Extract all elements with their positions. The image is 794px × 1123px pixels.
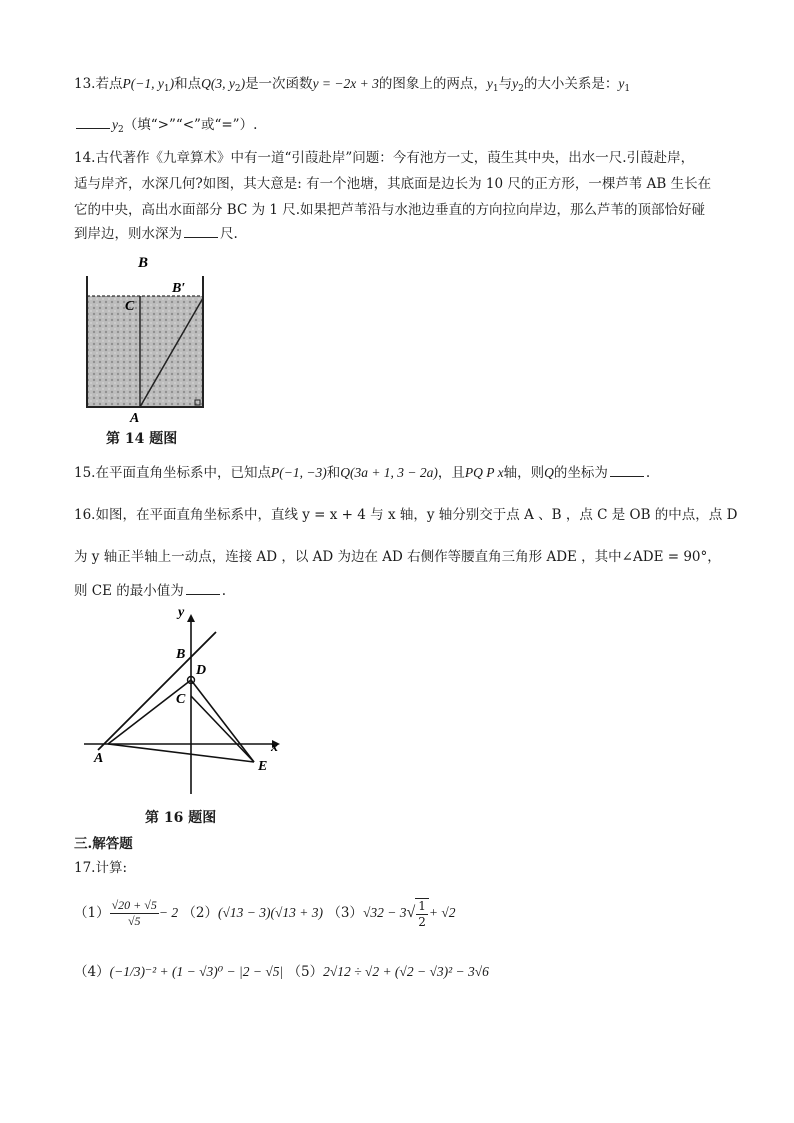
answer-blank[interactable]: [610, 462, 644, 477]
q15-line: [74, 462, 650, 483]
q15-text: ，且: [437, 465, 465, 481]
calc-part-3-fraction: [415, 898, 429, 930]
linear-function: y = −2x + 3: [312, 76, 379, 91]
fraction-numerator: √20 + √5: [111, 898, 157, 912]
q14-text: 尺.: [220, 226, 238, 242]
q15-text: 的坐标为: [553, 465, 608, 481]
answer-blank[interactable]: [186, 580, 220, 595]
fraction-denominator: √5: [127, 914, 141, 928]
calc-row-2: [74, 962, 489, 982]
segment-de: [191, 680, 254, 762]
var-y1: y: [618, 76, 625, 91]
calc-row-1: （1） $\frac{√20 + √5}{√5}$ − 2 （2）(√13 − 3)(√13 + 3) （3）√32 − 3√ $\frac{1}{2}$ + √2: [74, 898, 456, 929]
calc-part-4-expression: (−1/3)⁻² + (1 − √3)⁰ − |2 − √5|: [109, 964, 284, 979]
paren-close: ): [240, 76, 246, 91]
subscript-1: 1: [492, 84, 499, 94]
paren-close: ): [169, 76, 175, 91]
calc-part-5-expression: 2√12 ÷ √2 + (√2 − √3)² − 3√6: [323, 964, 489, 979]
q14-line1: 14.古代著作《九章算术》中有一道“引葭赴岸”问题：今有池方一丈，葭生其中央，出水一尺.引葭赴岸，: [74, 150, 695, 166]
figure-14-caption: 第 14 题图: [106, 431, 178, 447]
answer-blank[interactable]: [76, 114, 110, 129]
y-axis-arrow-icon: [187, 614, 195, 622]
var-y2: y: [512, 76, 519, 91]
q14-line4: [74, 223, 238, 244]
q13-text: 与: [498, 76, 513, 92]
q13-number: 13.: [74, 76, 96, 92]
q13-text: 是一次函数: [245, 76, 313, 92]
label-y: y: [178, 605, 185, 620]
subscript-2: 2: [118, 125, 124, 135]
label-b: B: [138, 255, 149, 271]
calc-part-1-label: （1）: [74, 905, 110, 921]
figure-14-pond: [80, 252, 210, 426]
q17-heading: 17.计算:: [74, 860, 128, 876]
q14-line3: 它的中央，高出水面部分 BC 为 1 尺.如果把芦苇沿与水池边垂直的方向拉向岸边，那么芦苇的顶部恰好碰: [74, 202, 706, 218]
answer-blank[interactable]: [184, 223, 218, 238]
segment-ce: [191, 696, 254, 762]
point-q: Q(3a + 1, 3 − 2a): [340, 465, 438, 480]
label-b-prime: B′: [172, 281, 186, 296]
calc-part-2-label: （2）: [182, 905, 219, 921]
q15-text: 和: [326, 465, 341, 481]
q16-line3: [74, 580, 226, 601]
q15-text: 轴，则: [503, 465, 545, 481]
q16-text: .: [221, 583, 227, 599]
segment-ad: [108, 680, 191, 744]
q14-text: 到岸边，则水深为: [74, 226, 182, 242]
fraction-denominator: 2: [418, 914, 426, 929]
q13-line1: [74, 74, 630, 99]
water-area: [87, 296, 203, 406]
subscript-1: 1: [163, 84, 170, 94]
q13-text: 的图象上的两点，: [378, 76, 487, 92]
subscript-2: 2: [518, 84, 524, 94]
line-y-x-plus-4: [98, 632, 216, 750]
label-a: A: [130, 411, 140, 426]
calc-part-4-label: （4）: [74, 964, 110, 980]
segment-ae: [108, 744, 254, 762]
q13-text: 的大小关系是：: [523, 76, 619, 92]
label-c: C: [125, 299, 135, 314]
label-e: E: [258, 759, 268, 774]
q15-text: .: [645, 465, 651, 481]
q16-line2: 为 y 轴正半轴上一动点，连接 AD ，以 AD 为边在 AD 右侧作等腰直角三角形 ADE ，其中∠ADE = 90°，: [74, 549, 721, 565]
point-p: P: [122, 76, 131, 91]
var-y2: y: [112, 117, 118, 132]
var-y1: y: [486, 76, 493, 91]
q16-line1: 16.如图，在平面直角坐标系中，直线 y = x + 4 与 x 轴，y 轴分别交于点 A 、B ，点 C 是 OB 的中点，点 D: [74, 507, 738, 523]
q13-text: 若点: [95, 76, 123, 92]
point-p-coords: (−1, y: [130, 76, 164, 91]
label-c: C: [176, 692, 186, 707]
calc-part-1-tail: − 2: [158, 905, 179, 920]
label-a: A: [94, 751, 104, 766]
calc-part-3-label: （3）: [327, 905, 363, 921]
q13-instruction: （填“>”“<”或“=”）.: [123, 117, 258, 133]
calc-part-3-expression: √32 − 3: [362, 905, 407, 920]
q14-line2: 适与岸齐，水深几何?如图，其大意是: 有一个池塘，其底面是边长为 10 尺的正方形，一棵芦苇 AB 生长在: [74, 176, 712, 192]
subscript-1: 1: [624, 84, 631, 94]
point-q: Q: [544, 465, 554, 480]
point-p: P(−1, −3): [270, 465, 327, 480]
q13-line2: [74, 114, 257, 140]
q15-text: 15.在平面直角坐标系中，已知点: [74, 465, 271, 481]
calc-part-3-tail: + √2: [428, 905, 456, 920]
q16-text: 则 CE 的最小值为: [74, 583, 184, 599]
point-q: Q: [201, 76, 211, 91]
point-q-coords: (3, y: [210, 76, 235, 91]
figure-16-coordinate-plane: [84, 602, 294, 802]
label-b: B: [176, 647, 186, 662]
calc-part-1-fraction: [110, 898, 159, 929]
label-x: x: [271, 740, 278, 755]
section-title: 三.解答题: [74, 836, 133, 852]
calc-part-5-label: （5）: [287, 964, 324, 980]
fraction-numerator: 1: [418, 898, 426, 913]
label-d: D: [196, 663, 207, 678]
pq-parallel: PQ P x: [464, 465, 504, 480]
calc-part-2-expression: (√13 − 3)(√13 + 3): [218, 905, 324, 920]
figure-16-caption: 第 16 题图: [145, 810, 217, 826]
subscript-2: 2: [234, 84, 241, 94]
q13-and: 和点: [174, 76, 202, 92]
